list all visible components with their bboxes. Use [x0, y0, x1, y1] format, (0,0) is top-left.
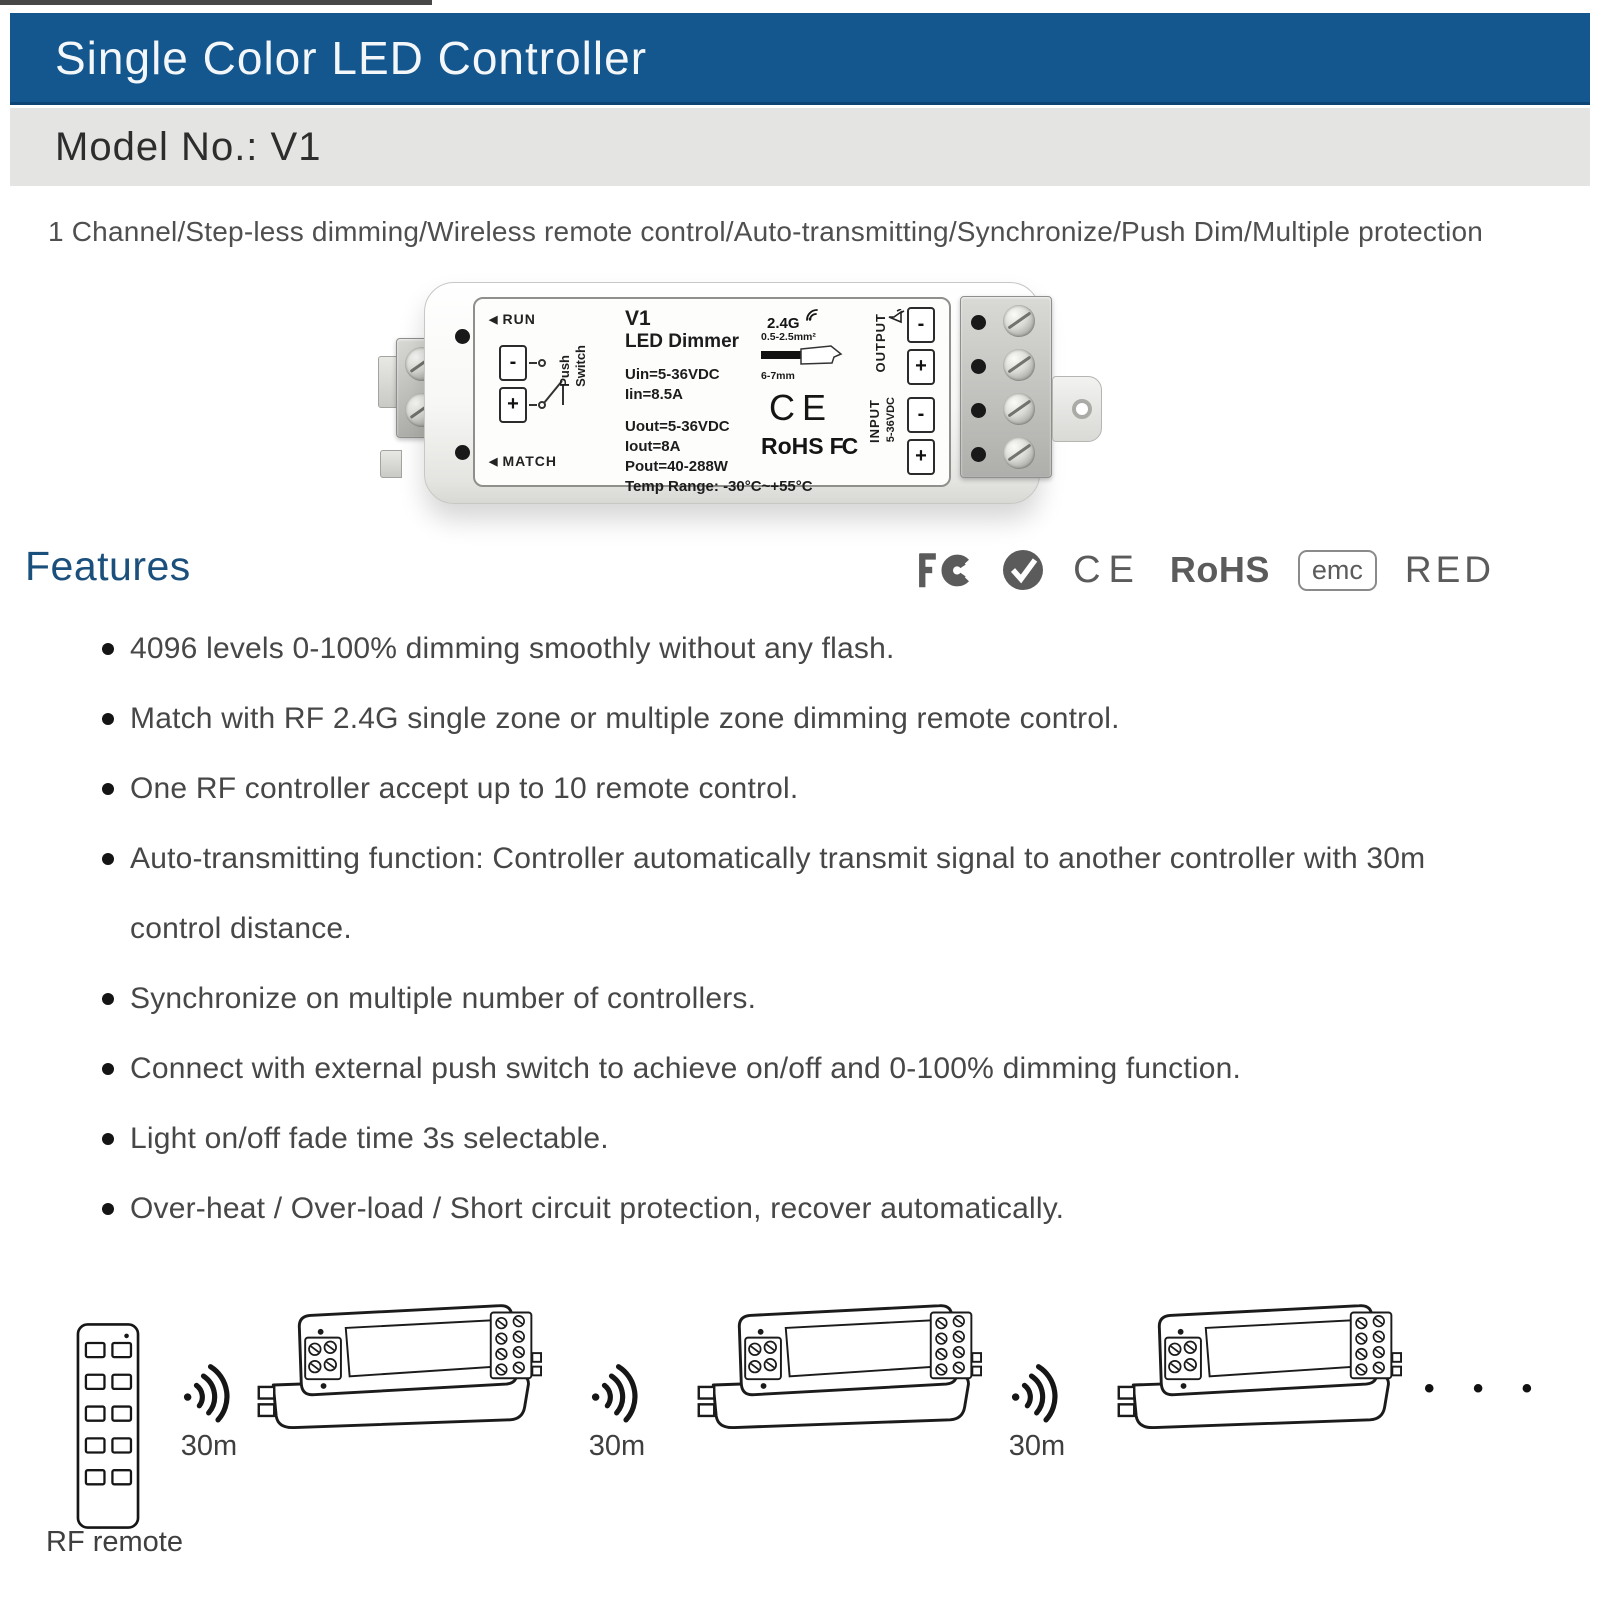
distance-label: 30m	[1008, 1430, 1066, 1462]
triangle-icon: ◀	[489, 314, 499, 326]
fcc-logo	[915, 549, 973, 591]
led-diode-icon	[887, 309, 907, 325]
model-bar	[10, 108, 1590, 186]
distance-label: 30m	[180, 1430, 238, 1462]
stripped-cable-icon	[761, 343, 849, 365]
fcc-logo: FC	[829, 433, 857, 459]
feature-item: Connect with external push switch to achieve on/off and 0-100% dimming function.	[100, 1034, 1510, 1104]
controller-illustration	[692, 1298, 982, 1443]
output-minus-terminal: -	[907, 307, 935, 343]
mounting-ear	[1052, 376, 1102, 442]
feature-item: Over-heat / Over-load / Short circuit protection, recover automatically.	[100, 1174, 1510, 1244]
output-plus-terminal: +	[907, 349, 935, 385]
feature-item: Synchronize on multiple number of controllers.	[100, 964, 1510, 1034]
push-label: Push	[557, 355, 572, 387]
wire-hole	[971, 315, 986, 330]
spec-uin: Uin=5-36VDC	[625, 366, 720, 383]
emc-badge: emc	[1298, 550, 1377, 591]
spec-pout: Pout=40-288W	[625, 458, 728, 475]
product-photo	[360, 272, 1140, 534]
terminal-block-right	[960, 296, 1052, 478]
input-minus-terminal: -	[907, 397, 935, 433]
rf-remote-illustration	[72, 1320, 144, 1532]
spec-iout: Iout=8A	[625, 438, 681, 455]
wire-hole	[971, 447, 986, 462]
case-screw-hole	[455, 329, 470, 344]
wifi-signal-icon	[178, 1362, 240, 1424]
controller-illustration	[252, 1298, 542, 1443]
switch-plus-terminal: +	[499, 387, 527, 423]
run-indicator-label: ◀ RUN	[489, 311, 536, 327]
mounting-hole	[1072, 399, 1092, 419]
feature-item: Match with RF 2.4G single zone or multiple zone dimming remote control.	[100, 684, 1510, 754]
triangle-icon: ◀	[489, 456, 499, 468]
wifi-signal-icon	[1006, 1362, 1068, 1424]
rf-remote-label: RF remote	[46, 1526, 183, 1558]
rohs-mark: RoHS	[1169, 549, 1270, 590]
wire-gauge-label: 0.5-2.5mm²	[761, 331, 816, 343]
device-body	[424, 282, 1040, 504]
wire-hole	[971, 359, 986, 374]
ellipsis: • • •	[1424, 1372, 1548, 1405]
spec-temp: Temp Range: -30°C~+55°C	[625, 478, 813, 495]
antenna-icon	[804, 307, 821, 322]
screw-icon	[1003, 349, 1035, 381]
feature-item: 4096 levels 0-100% dimming smoothly without any flash.	[100, 614, 1510, 684]
cert-logos	[915, 548, 1495, 592]
strip-length-label: 6-7mm	[761, 370, 795, 382]
wire-hole	[971, 403, 986, 418]
rohs-fcc-marks-on-device: RoHS FC	[761, 433, 857, 459]
screw-icon	[1003, 393, 1035, 425]
ce-mark-on-device: CE	[769, 387, 834, 428]
switch-label: Switch	[573, 345, 588, 387]
rcm-check-logo	[1001, 548, 1045, 592]
device-product-name: LED Dimmer	[625, 331, 740, 352]
model-number: Model No.: V1	[55, 124, 322, 169]
input-label: INPUT	[867, 399, 882, 443]
output-label: OUTPUT	[873, 313, 888, 373]
distance-label: 30m	[588, 1430, 646, 1462]
transmission-diagram	[0, 1280, 1600, 1590]
spec-uout: Uout=5-36VDC	[625, 418, 730, 435]
screw-icon	[1003, 305, 1035, 337]
ce-mark: CE	[1073, 548, 1142, 591]
device-label	[473, 297, 951, 495]
switch-minus-terminal: -	[499, 345, 527, 381]
wifi-signal-icon	[586, 1362, 648, 1424]
wire-gauge-diagram	[761, 331, 849, 382]
subtitle: 1 Channel/Step-less dimming/Wireless remote control/Auto-transmitting/Synchronize/Push Dim/Multiple protection	[48, 216, 1484, 247]
feature-item: One RF controller accept up to 10 remote control.	[100, 754, 1510, 824]
rf-frequency-label: 2.4G	[767, 307, 821, 332]
feature-item: Light on/off fade time 3s selectable.	[100, 1104, 1510, 1174]
match-button-label: ◀ MATCH	[489, 453, 557, 469]
top-edge-strip	[0, 0, 432, 5]
screw-icon	[1003, 437, 1035, 469]
controller-illustration	[1112, 1298, 1402, 1443]
features-list	[100, 614, 1510, 1244]
red-mark: RED	[1404, 549, 1495, 590]
input-plus-terminal: +	[907, 439, 935, 475]
device-model: V1	[625, 307, 651, 330]
title-bar	[10, 13, 1590, 105]
mounting-tab-left-bottom	[380, 450, 402, 478]
case-screw-hole	[455, 445, 470, 460]
features-heading: Features	[25, 543, 191, 589]
feature-item: Auto-transmitting function: Controller automatically transmit signal to another controller with 30m control distance.	[100, 824, 1510, 964]
input-voltage-label: 5-36VDC	[885, 397, 897, 443]
page-title: Single Color LED Controller	[55, 31, 648, 84]
spec-iin: Iin=8.5A	[625, 386, 683, 403]
